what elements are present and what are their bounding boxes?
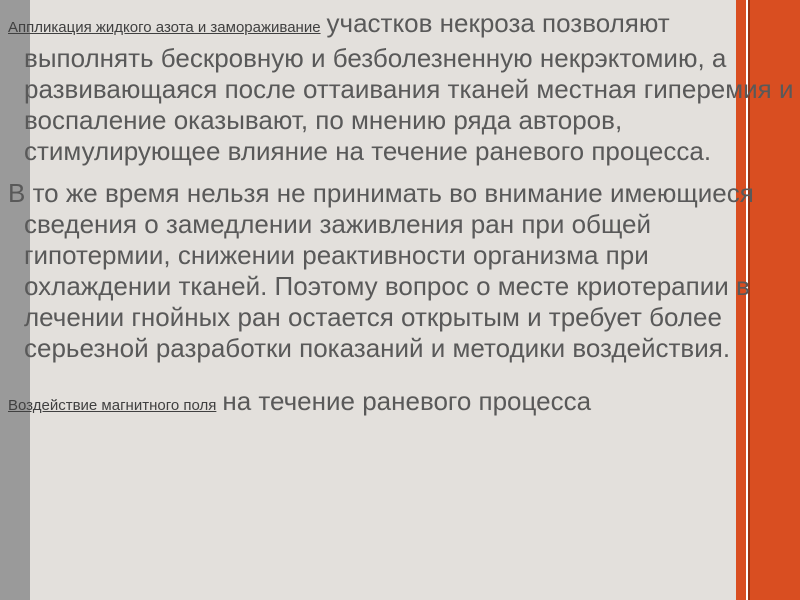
slide-text-body [8, 8, 798, 421]
paragraph-hypothermia [8, 178, 798, 364]
paragraph-hypothermia-text: В то же время нельзя не принимать во внимание имеющиеся сведения о замедлении заживления ран при общей гипотермии, снижении реактивности организма при охлаждении тканей. Поэтому вопрос о месте криотерапии в лечении гнойных ран остается открытым и требует более серьезной разработки показаний и методики воздействия. [8, 178, 754, 363]
paragraph-cryotherapy [8, 8, 798, 167]
paragraph-magnetic-field [8, 386, 798, 421]
link-liquid-nitrogen[interactable]: Аппликация жидкого азота и замораживание [8, 19, 321, 36]
link-magnetic-field[interactable]: Воздействие магнитного поля [8, 397, 217, 414]
paragraph-cryotherapy-text: участков некроза позволяют выполнять бескровную и безболезненную некрэктомию, а развивающаяся после оттаивания тканей местная гиперемия и воспаление оказывают, по мнению ряда авторов, стимулирующее влияние на течение раневого процесса. [24, 8, 794, 166]
paragraph-magnetic-field-text: на течение раневого процесса [222, 386, 592, 416]
